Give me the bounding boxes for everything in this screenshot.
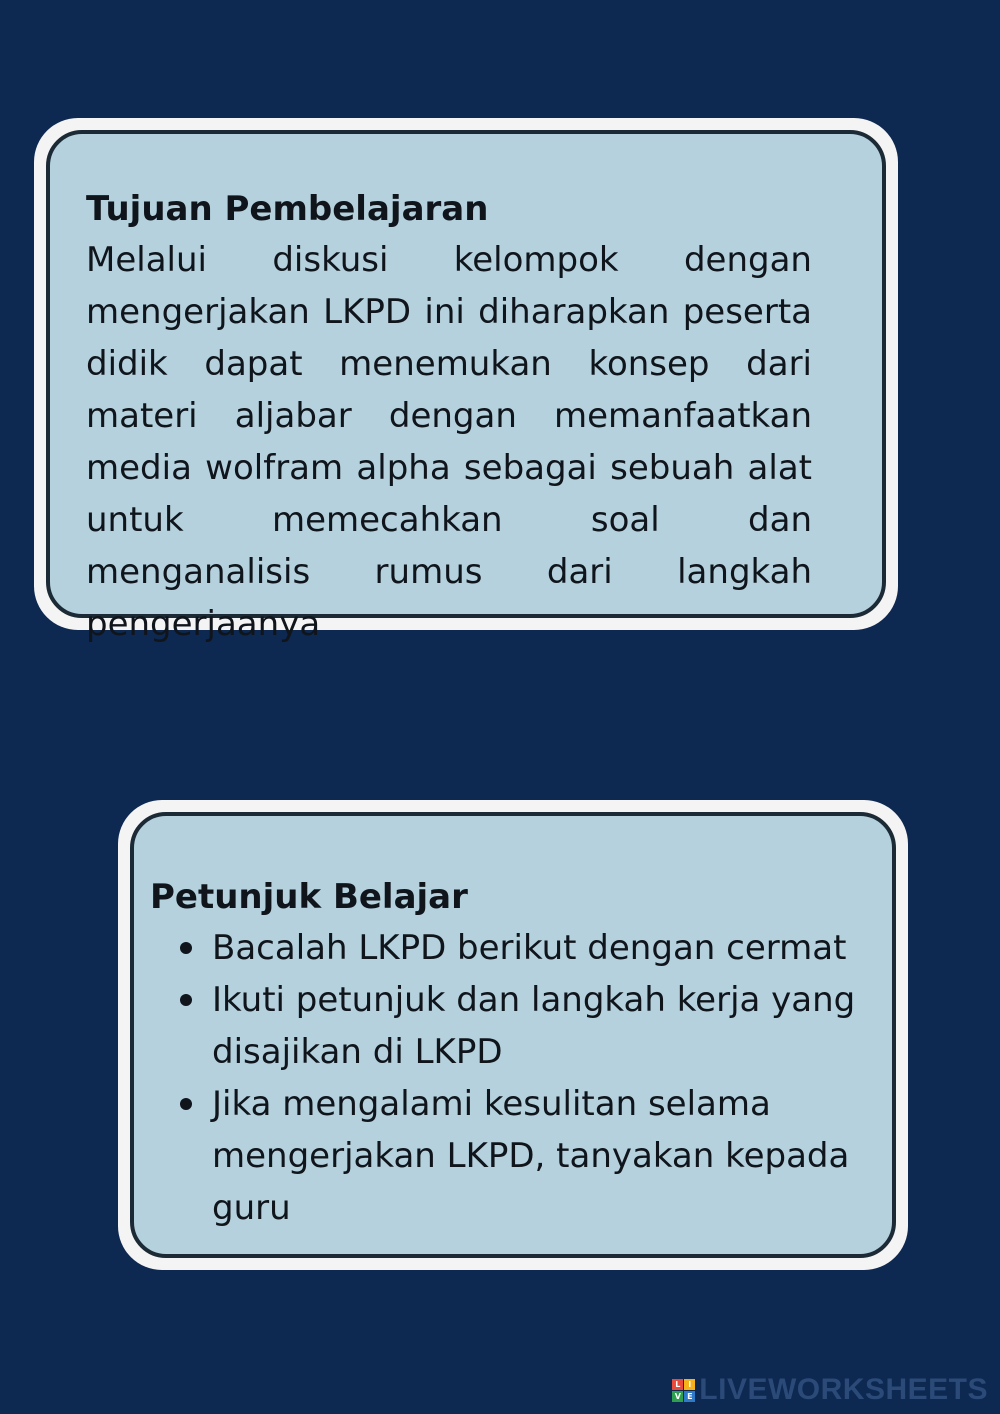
list-item: [150, 1078, 872, 1234]
study-instructions-title: Petunjuk Belajar: [150, 877, 468, 917]
list-item: [150, 974, 872, 1078]
study-instructions-panel: [130, 812, 896, 1258]
list-item: [150, 922, 872, 974]
list-item-text: Ikuti petunjuk dan langkah kerja yang disajikan di LKPD: [212, 980, 856, 1072]
learning-objectives-text: Melalui diskusi kelompok dengan mengerjakan LKPD ini diharapkan peserta didik dapat menemukan konsep dari materi aljabar dengan memanfaatkan media wolfram alpha sebagai sebuah alat untuk memecahkan soal dan menganalisis rumus dari langkah pengerjaanya: [86, 240, 812, 644]
bullet-icon: [180, 942, 192, 954]
study-instructions-card: [118, 800, 908, 1270]
bullet-icon: [180, 1098, 192, 1110]
bullet-icon: [180, 994, 192, 1006]
learning-objectives-title: Tujuan Pembelajaran: [86, 189, 489, 229]
study-instructions-list: [150, 922, 872, 1234]
list-item-text: Bacalah LKPD berikut dengan cermat: [212, 928, 847, 968]
list-item-text: Jika mengalami kesulitan selama mengerjakan LKPD, tanyakan kepada guru: [212, 1084, 850, 1228]
watermark-text: LIVEWORKSHEETS: [699, 1373, 988, 1406]
liveworksheets-watermark: [672, 1372, 988, 1408]
learning-objectives-panel: [46, 130, 886, 644]
liveworksheets-logo-icon: L I V E: [672, 1379, 695, 1402]
learning-objectives-card: [34, 118, 898, 644]
